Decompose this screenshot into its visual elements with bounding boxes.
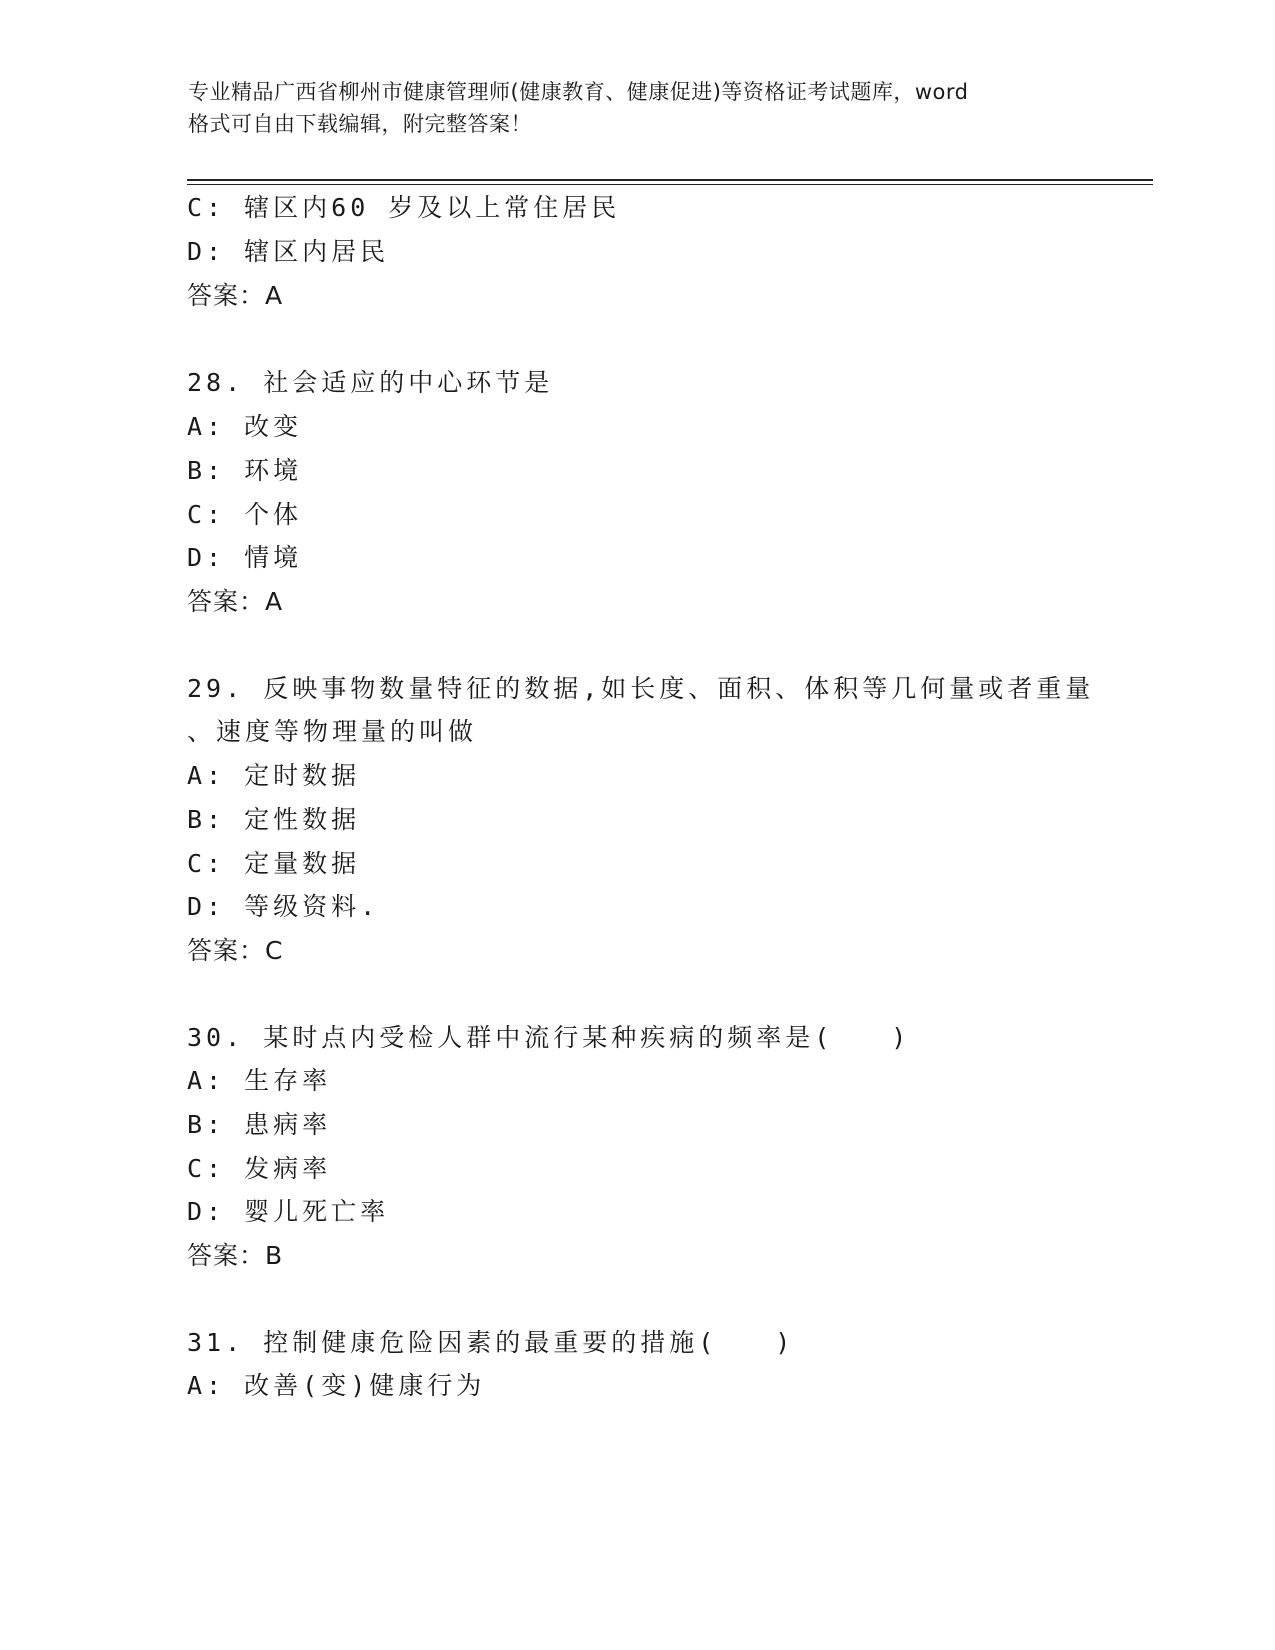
option-a: A: 改变	[187, 412, 303, 441]
question-29-continued: 、速度等物理量的叫做	[187, 717, 478, 746]
option-b: B: 患病率	[187, 1110, 332, 1139]
header-line-2: 格式可自由下载编辑，附完整答案！	[188, 112, 532, 136]
answer-line: 答案：B	[187, 1241, 284, 1270]
document-header	[188, 76, 1088, 140]
question-30: 30. 某时点内受检人群中流行某种疾病的频率是( )	[187, 1023, 911, 1052]
header-divider-thick	[187, 179, 1153, 181]
header-divider-thin	[187, 184, 1153, 185]
answer-line: 答案：A	[187, 587, 284, 616]
option-d: D: 辖区内居民	[187, 237, 390, 266]
option-d: D: 等级资料.	[187, 892, 380, 921]
option-b: B: 定性数据	[187, 805, 361, 834]
option-c: C: 个体	[187, 500, 303, 529]
option-d: D: 情境	[187, 543, 303, 572]
header-line-1: 专业精品广西省柳州市健康管理师(健康教育、健康促进)等资格证考试题库，word	[188, 80, 969, 104]
answer-line: 答案：C	[187, 936, 284, 965]
option-a: A: 生存率	[187, 1066, 332, 1095]
option-c: C: 定量数据	[187, 849, 361, 878]
question-29: 29. 反映事物数量特征的数据,如长度、面积、体积等几何量或者重量	[187, 674, 1095, 703]
option-c: C: 辖区内60 岁及以上常住居民	[187, 193, 621, 222]
option-b: B: 环境	[187, 456, 303, 485]
option-d: D: 婴儿死亡率	[187, 1197, 390, 1226]
option-a: A: 改善(变)健康行为	[187, 1371, 486, 1400]
answer-line: 答案：A	[187, 281, 284, 310]
question-28: 28. 社会适应的中心环节是	[187, 368, 554, 397]
option-c: C: 发病率	[187, 1154, 332, 1183]
option-a: A: 定时数据	[187, 761, 361, 790]
question-31: 31. 控制健康危险因素的最重要的措施( )	[187, 1328, 795, 1357]
